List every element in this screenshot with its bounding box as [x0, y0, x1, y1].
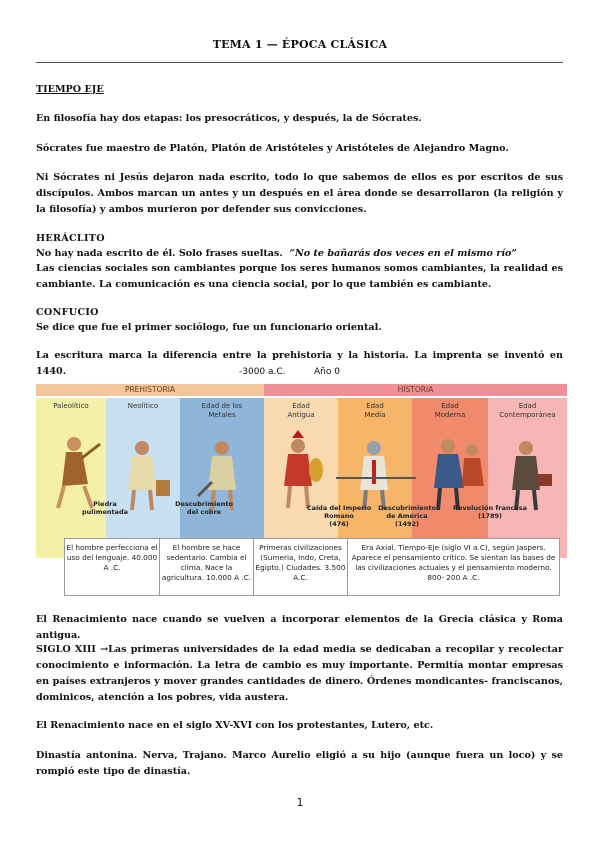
- timeline-marker-year0: Año 0: [314, 367, 340, 377]
- escritura-text: La escritura marca la diferencia entre la prehistoria y la historia. La imprenta se inventó en 1440.: [36, 350, 563, 377]
- paragraph-socrates: Sócrates fue maestro de Platón, Platón de Aristóteles y Aristóteles de Alejandro Magno.: [36, 143, 509, 154]
- heraclito-paragraph: Las ciencias sociales son cambiantes porque los seres humanos somos cambiantes, la realidad es cambiante. La comunicación es una ciencia social, por lo que también es cambiante.: [36, 263, 563, 290]
- caption-revolucion-year: (1789): [477, 512, 503, 520]
- confucio-text: Se dice que fue el primer sociólogo, fue un funcionario oriental.: [36, 322, 382, 333]
- caption-cobre: Descubrimiento del cobre: [175, 500, 233, 516]
- caption-caida-text: Caída del Imperio Romano: [306, 504, 372, 520]
- band-historia: HISTORIA: [264, 384, 567, 396]
- contemporary-figure-icon: [512, 441, 552, 510]
- caption-america-text: Descubrimiento de América: [378, 504, 436, 520]
- era-name: Edad Antigua: [287, 402, 315, 419]
- band-prehistoria: PREHISTORIA: [36, 384, 264, 396]
- era-name: Neolítico: [127, 402, 159, 410]
- page-title: TEMA 1 — ÉPOCA CLÁSICA: [212, 38, 388, 51]
- note-sedentario: El hombre se hace sedentario. Cambia el clima. Nace la agricultura. 10.000 A .C.: [159, 539, 253, 595]
- caption-piedra: Piedra pulimentada: [81, 500, 129, 516]
- paleolithic-figure-icon: [58, 437, 100, 508]
- caption-caida-year: (476): [329, 520, 349, 528]
- paragraph-etapas: En filosofía hay dos etapas: los presocráticos, y después, la de Sócrates.: [36, 113, 422, 124]
- paragraph-escritos: Ni Sócrates ni Jesús dejaron nada escrito, todo lo que sabemos de ellos es por escritos de sus discípulos. Ambos marcan un antes y un después en el área donde se desarrollaron (la religión y la filosofía) y ambos murieron por defender sus convicciones.: [36, 172, 563, 215]
- history-timeline: [36, 364, 567, 596]
- heraclito-quote: “No te bañarás dos veces en el mismo río”: [289, 248, 517, 259]
- caption-revolucion: [450, 504, 530, 520]
- heraclito-text: [36, 246, 563, 262]
- timeline-marker-3000: -3000 a.C.: [239, 367, 286, 377]
- neolithic-figure-icon: [128, 441, 170, 510]
- title-divider: [36, 62, 563, 63]
- caption-america-year: (1492): [394, 520, 420, 528]
- dinastia-paragraph: Dinastía antonina. Nerva, Trajano. Marco Aurelio eligió a su hijo (aunque fuera un loco) y se rompió este tipo de dinastía.: [36, 750, 563, 777]
- renacimiento-paragraph-1: El Renacimiento nace cuando se vuelven a incorporar elementos de la Grecia clásica y Roma antigua.: [36, 614, 563, 641]
- renacimiento-paragraph-2: El Renacimiento nace en el siglo XV-XVI con los protestantes, Lutero, etc.: [36, 720, 434, 731]
- heraclito-heading: HERÁCLITO: [36, 233, 105, 244]
- note-lenguaje: El hombre perfecciona el uso del lenguaje. 40.000 A .C.: [66, 543, 158, 572]
- note-era-axial: Era Axial. Tiempo-Eje (siglo VI a.C), según Jaspers. Aparece el pensamiento crítico. Se sientan las bases de las civilizaciones actuales y el pensamiento moderno. 800- 200 A .C.: [347, 539, 559, 595]
- siglo-xiii-paragraph: SIGLO XIII →Las primeras universidades de la edad media se dedicaban a recopilar y recolectar conocimiento e información. La letra de cambio es muy importante. Permitía montar empresas en países extranjeros y mover grandes cantidades de dinero. Órdenes mondicantes- franciscanos, dominicos, atención a los pobres, vida austera.: [36, 644, 563, 703]
- caption-america: [376, 504, 438, 528]
- timeline-notes-table: [64, 538, 560, 596]
- caption-revolucion-text: Revolución francesa: [453, 504, 527, 512]
- note-civilizaciones: Primeras civilizaciones (Sumeria, Indo, Creta, Egipto.) Ciudades. 3.500 A.C.: [253, 539, 347, 595]
- era-name: Edad Moderna: [434, 402, 466, 419]
- tiempo-eje-heading: TIEMPO EJE: [36, 84, 104, 95]
- page-number: 1: [296, 796, 304, 809]
- caption-caida-imperio: [306, 504, 372, 528]
- era-name: Edad de los Metales: [201, 402, 243, 419]
- heraclito-line: No hay nada escrito de él. Solo frases sueltas.: [36, 248, 283, 259]
- medieval-figure-icon: [336, 441, 416, 510]
- modern-figure-icon: [434, 439, 484, 510]
- roman-figure-icon: [284, 430, 323, 508]
- era-name: Paleolítico: [53, 402, 89, 410]
- era-name: Edad Media: [364, 402, 386, 419]
- era-name: Edad Contemporánea: [499, 402, 556, 419]
- confucio-heading: CONFUCIO: [36, 307, 99, 318]
